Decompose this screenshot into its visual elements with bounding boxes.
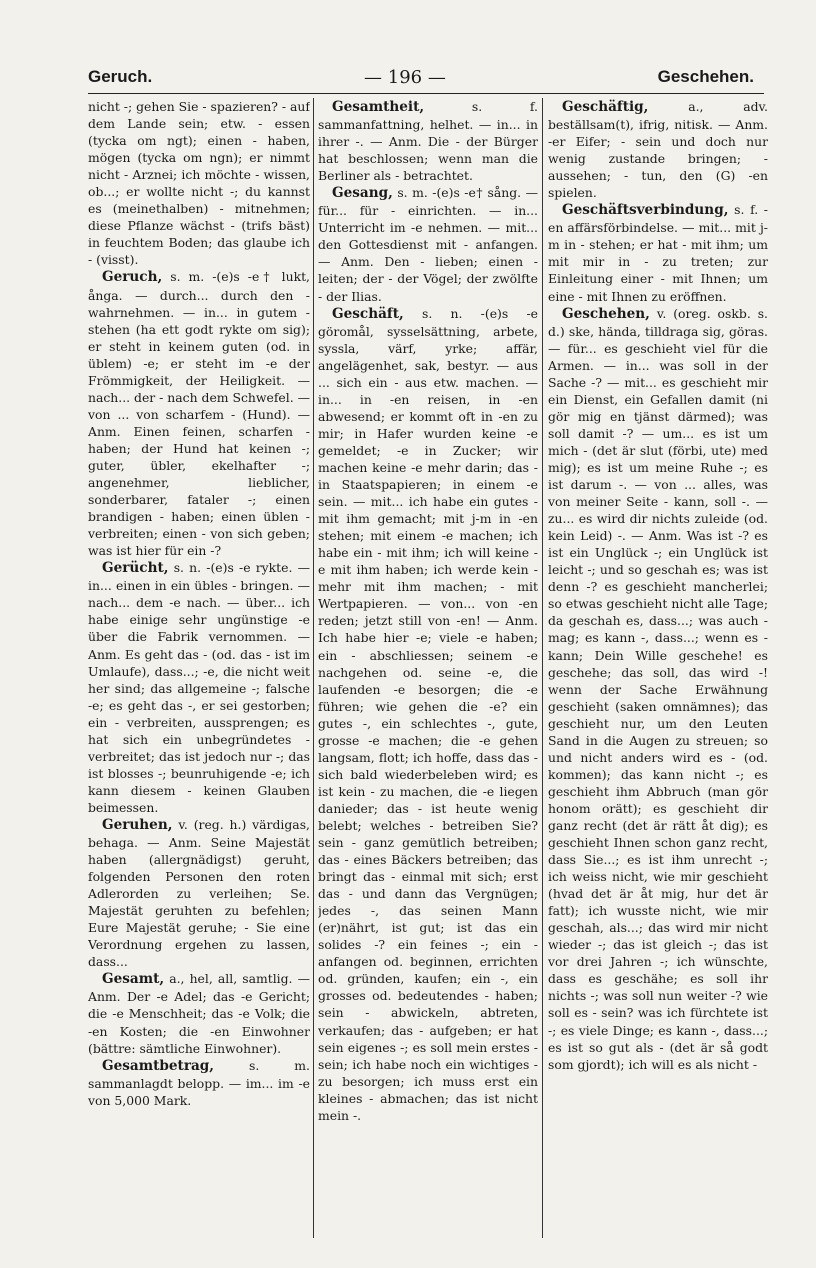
entry-body: a., hel, all, samtlig. — Anm. Der -e Adel; das -e Gericht; die -e Menschheit; das -e Volk; die -en Kosten; die -en Einwohner (bättre: sämtliche Einwohner). [88,971,310,1056]
entry-headword: Gesamtheit, [332,99,425,115]
entry-body: s. m. -(e)s -e† sång. — für... für - einrichten. — in... Unterricht im -e nehmen. — mit... den Gottesdienst mit - anfangen. — Anm. Den - lieben; einen - leiten; der - der Vögel; der zwölfte - der Ilias. [318,185,538,304]
entry-body: s. f. -en affärsförbindelse. — mit... mit j-m in - stehen; er hat - mit ihm; um mit mir in - zu treten; zur Einleitung einer - mit Ihnen; um eine - mit Ihnen zu eröffnen. [548,202,768,304]
dictionary-entry [88,970,310,1056]
entry-body: s. n. -(e)s -e rykte. — in... einen in ein übles - bringen. — nach... dem -e nach. — über... ich habe einige sehr ungünstige -e über die Fabrik vernommen. — Anm. Es geht das - (od. das - ist im Umlaufe), dass...; -e, die nicht weit her sind; das allgemeine -; falsche -e; es geht das -, er sei gestorben; ein - verbreiten, aussprengen; es hat sich ein unbegründetes - verbreitet; das ist jedoch nur -; das ist blosses -; beunruhigende -e; ich kann diesem - keinen Glauben beimessen. [88,560,310,815]
entry-body: a., adv. beställsam(t), ifrig, nitisk. — Anm. -er Eifer; - sein und doch nur wenig zustande bringen; - aussehen; - tun, den (G) -en spielen. [548,99,768,201]
column-1 [88,98,310,1238]
dictionary-entry [318,305,538,1124]
dictionary-entry [548,201,768,304]
entry-headword: Geschehen, [562,305,650,322]
entry-headword: Geschäftig, [562,99,649,115]
entry-body: s. f. sammanfattning, helhet. — in... in ihrer -. — Anm. Die - der Bürger hat beschlossen; wenn man die Berliner als - betrachtet. [318,99,538,184]
column-3 [548,98,768,1238]
entry-headword: Gesamtbetrag, [102,1057,215,1074]
dictionary-entry [318,184,538,304]
header-left-guideword: Geruch. [88,67,153,86]
entry-headword: Gerücht, [102,560,169,577]
dictionary-entry [548,305,768,1073]
dictionary-entry [88,559,310,816]
column-divider-2 [542,98,543,1238]
running-header [88,62,754,92]
column-2 [318,98,538,1238]
entry-body: s. n. -(e)s -e göromål, sysselsättning, arbete, syssla, värf, yrke; affär, angelägenhet, sak, bestyr. — aus ... sich ein - aus etw. machen. — in... in -en reisen, in -en abwesend; er kommt oft in -en zu mir; in Hafer wurden keine -e gemeldet; -e in Zucker; wir machen keine -e mehr darin; das - in Staatspapieren; in einem -e sein. — mit... ich habe ein gutes - mit ihm gemacht; mit j-m in -en stehen; mit einem -e machen; ich habe ein - mit ihm; ich will keine -e mit ihm haben; ich werde kein - mehr mit ihm machen; - mit Wertpapieren. — von... von -en reden; jetzt still von -en! — Anm. Ich habe hier -e; viele -e haben; ein - abschliessen; seinem -e nachgehen od. seine -e, die laufenden -e besorgen; die -e führen; wie gehen die -e? ein gutes -, ein schlechtes -, gute, grosse -e machen; die -e gehen langsam, flott; ich hoffe, dass das - sich bald wiederbeleben wird; es ist kein - zu machen, die -e liegen danieder; das - ist heute wenig belebt; welches - betreiben Sie? sein - ganz gemütlich betreiben; das - eines Bäckers betreiben; das bringt das - einmal mit sich; erst das - und dann das Vergnügen; jedes -, das seinen Mann (er)nährt, ist gut; ist das ein solides -? ein feines -; ein - anfangen od. beginnen, errichten od. gründen, kaufen; ein -, ein grosses od. bedeutendes - haben; sein - abwickeln, abtreten, verkaufen; das - aufgeben; er hat sein eigenes -; es soll mein erstes - sein; ich habe noch ein wichtiges - zu besorgen; ich muss erst ein kleines - abmachen; das ist nicht mein -. [318,305,538,1123]
entry-headword: Gesamt, [102,971,165,988]
entry-headword: Geruch, [102,269,163,286]
entry-body: s. m. sammanlagdt belopp. — im... im -e von 5,000 Mark. [88,1057,310,1108]
header-rule [88,93,764,94]
dictionary-entry [88,268,310,559]
entry-headword: Geschäft, [332,305,404,322]
entry-body: nicht -; gehen Sie - spazieren? - auf dem Lande sein; etw. - essen (tycka om ngt); einen - haben, mögen (tycka om ngn); er nimmt nicht - Arznei; ich möchte - wissen, ob...; er wollte nicht -; du kannst es (meinethalben) - mitnehmen; diese Pflanze wächst - (trifs bäst) in feuchtem Boden; das glaube ich - (visst). [88,99,310,268]
dictionary-entry [318,98,538,184]
entry-body: v. (reg. h.) värdigas, behaga. — Anm. Seine Majestät haben (allergnädigst) geruht, folgenden Personen den roten Adlerorden zu verleihen; Se. Majestät geruhten zu befehlen; Eure Majestät geruhe; - Sie eine Verordnung ergehen zu lassen, dass... [88,816,310,970]
entry-body: v. (oreg. oskb. s. d.) ske, hända, tilldraga sig, göras. — für... es geschieht viel für die Armen. — in... was soll in der Sache -? — mit... es geschieht mir ein Dienst, ein Gefallen damit (ni gör mig en tjänst därmed); was soll damit -? — um... es ist um mich - (det är slut (förbi, ute) med mig); es ist um meine Ruhe -; es ist darum -. — von ... alles, was von meiner Seite - kann, soll -. — zu... es wird dir nichts zuleide (od. kein Leid) -. — Anm. Was ist -? es ist ein Unglück -; ein Unglück ist leicht -; und so geschah es; was ist denn -? es geschieht mancherlei; so etwas geschieht nicht alle Tage; da geschah es, dass...; was auch - mag; es kann -, dass...; wenn es - kann; Dein Wille geschehe! es geschehe; das soll, das wird -! wenn der Sache Erwähnung geschieht (saken omnämnes); das geschieht nur, um den Leuten Sand in die Augen zu streuen; so und nicht anders wird es - (od. kommen); das kann nicht -; es geschieht ihm Abbruch (man gör honom orätt); es geschieht dir ganz recht (det är rätt åt dig); es geschieht Ihnen schon ganz recht, dass Sie...; es ist ihm unrecht -; ich weiss nicht, wie mir geschieht (hvad det är åt mig, hur det är fatt); ich wusste nicht, wie mir geschah, als...; das wird mir nicht wieder -; das ist gleich -; das ist vor drei Jahren -; ich wünschte, dass es geschähe; es soll ihr nichts -; was soll nun weiter -? wie soll es - sein? was ich fürchtete ist -; es viele Dinge; es kann -, dass...; es ist so gut als - (det är så godt som gjordt); ich will es als nicht - [548,305,768,1072]
page-number: — 196 — [364,66,446,88]
header-right-guideword: Geschehen. [657,67,754,86]
entry-headword: Gesang, [332,185,393,202]
entry-headword: Geruhen, [102,816,173,833]
dictionary-entry [88,1057,310,1109]
dictionary-entry [88,816,310,970]
column-divider-1 [313,98,314,1238]
dictionary-entry [548,98,768,201]
entry-headword: Geschäftsverbindung, [562,202,729,219]
dictionary-entry [88,98,310,268]
entry-body: s. m. -(e)s -e† lukt, ånga. — durch... durch den - wahrnehmen. — in... in gutem - stehen (ha ett godt rykte om sig); er steht in keinem guten (od. in üblem) -e; er steht im -e der Frömmigkeit, der Heiligkeit. — nach... der - nach dem Schwefel. — von ... von scharfem - (Hund). — Anm. Einen feinen, scharfen - haben; der Hund hat keinen -; guter, übler, ekelhafter -; angenehmer, lieblicher, sonderbarer, fataler -; einen brandigen - haben; einen üblen - verbreiten; einen - von sich geben; was ist hier für ein -? [88,269,310,559]
